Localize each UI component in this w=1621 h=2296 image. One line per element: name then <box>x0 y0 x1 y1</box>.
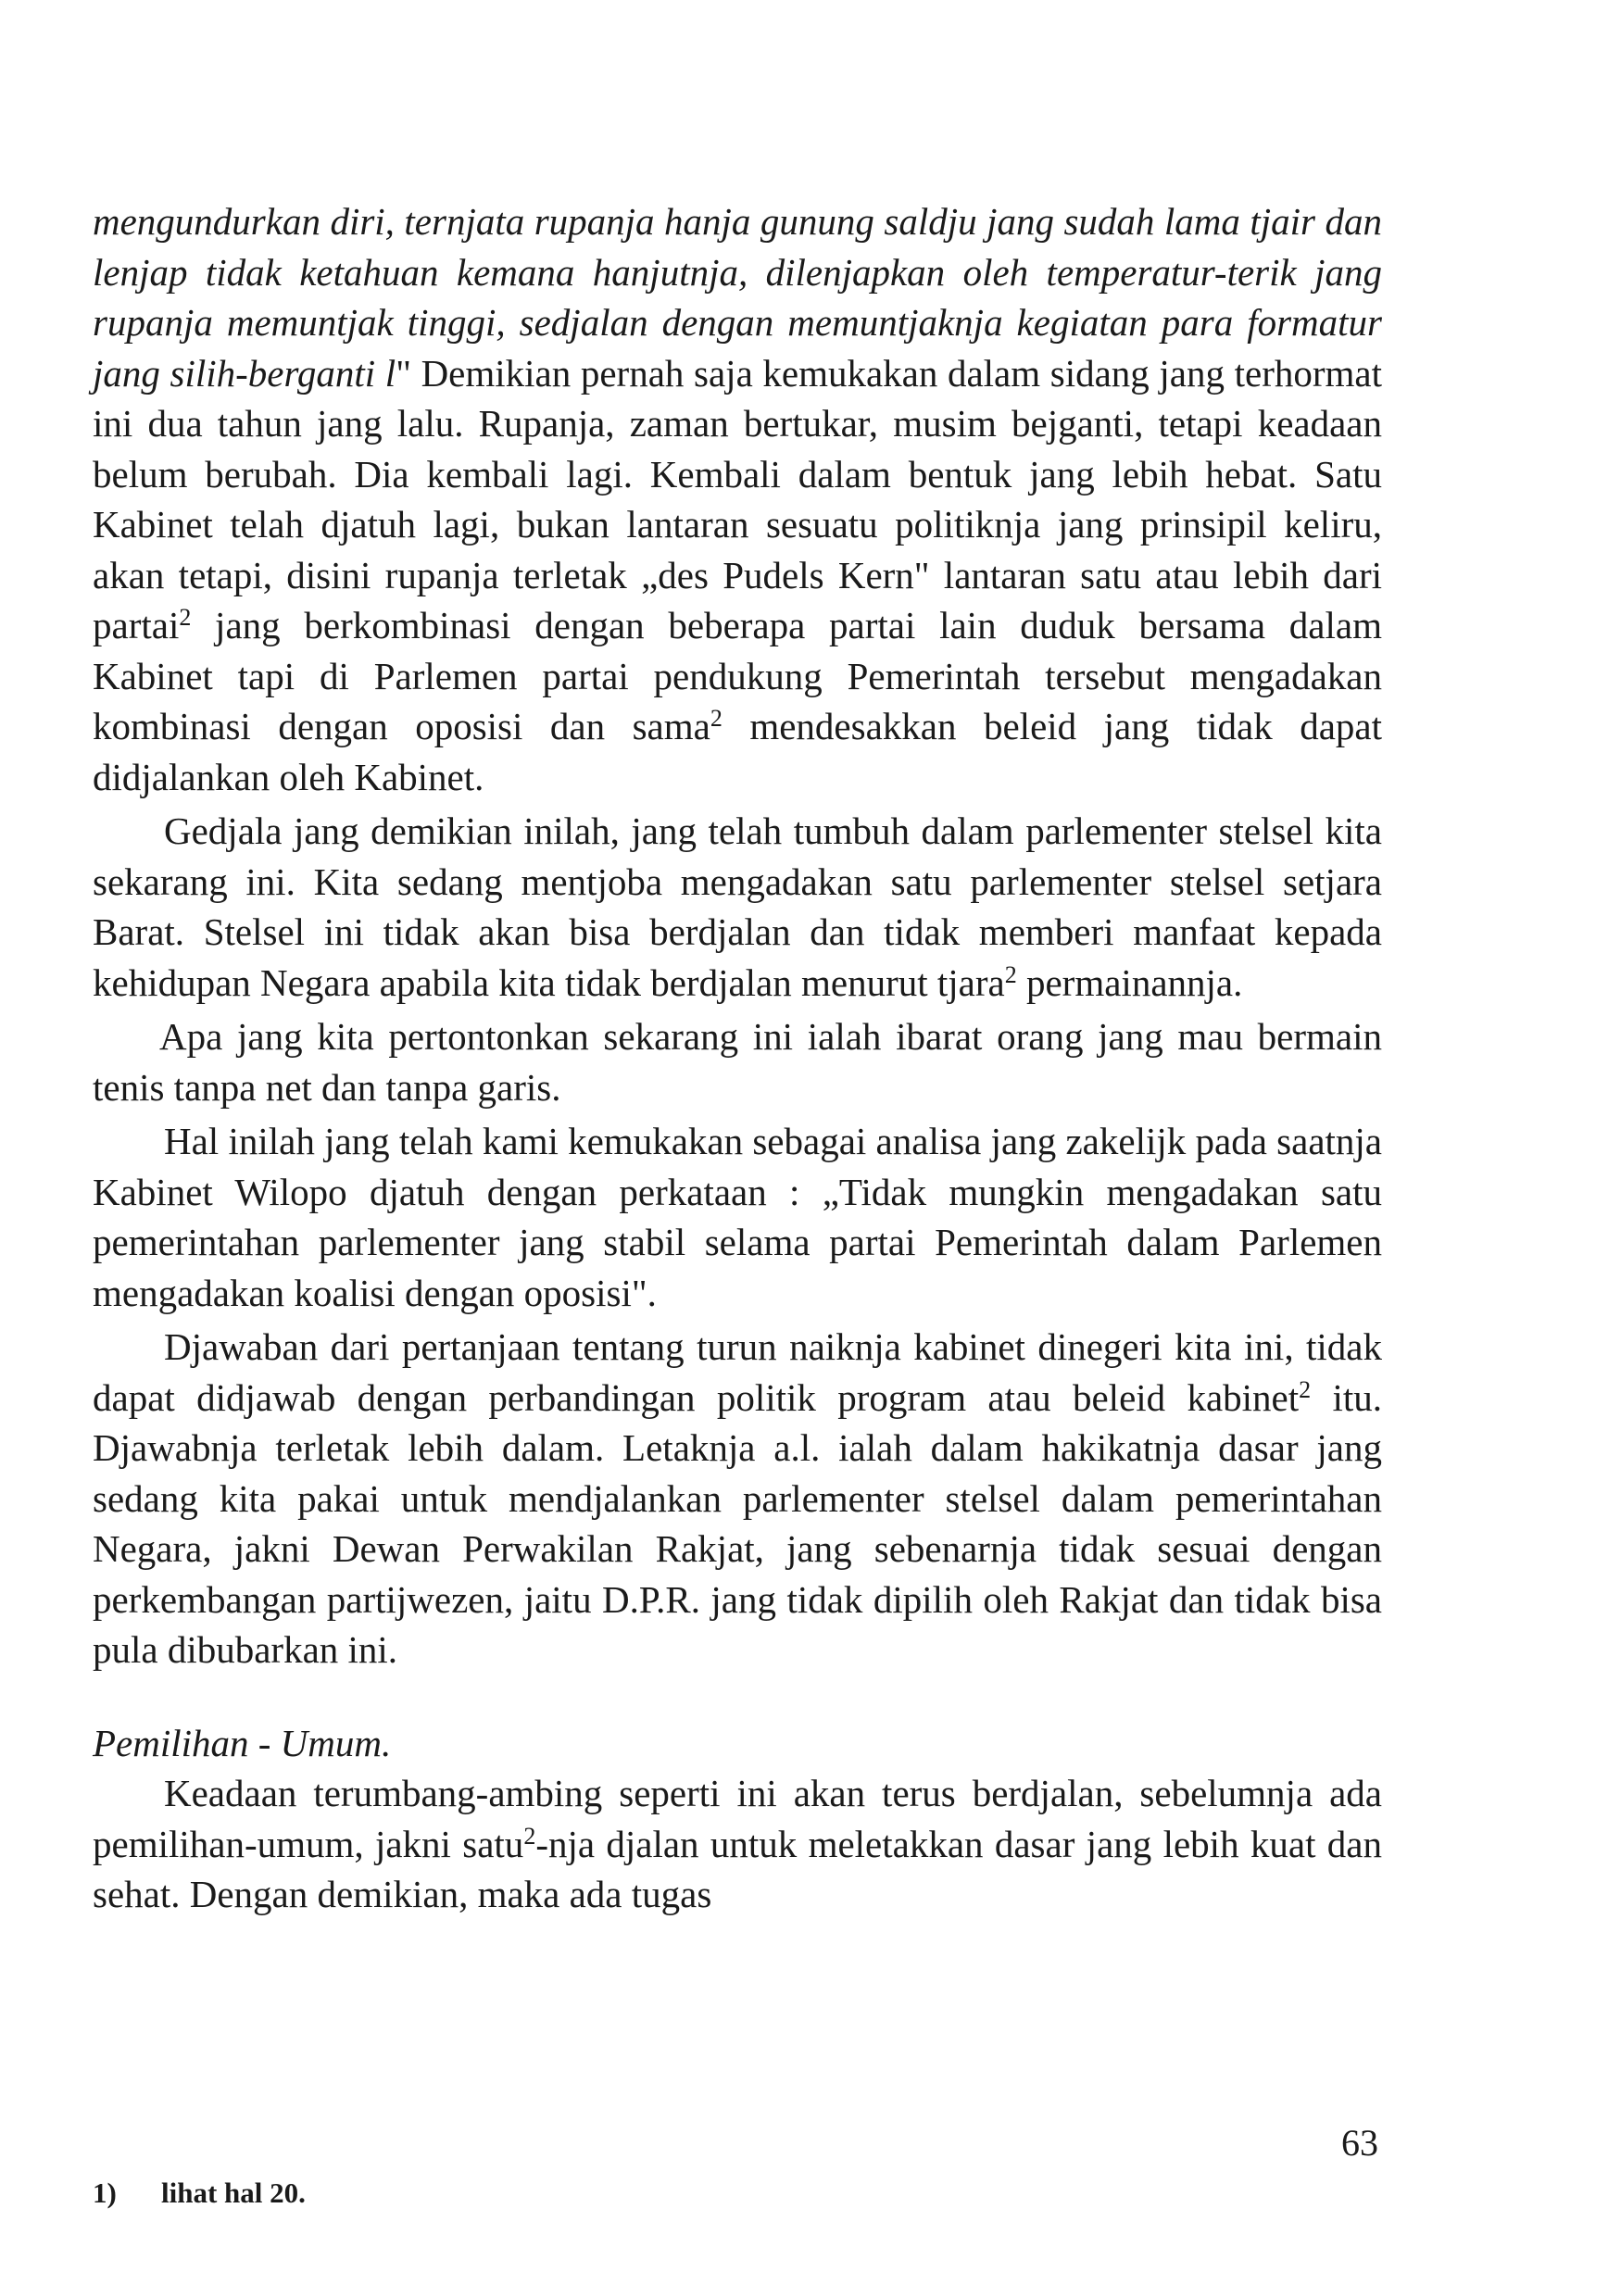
page-body <box>93 196 1382 1920</box>
paragraph-2 <box>93 806 1382 1008</box>
paragraph-text: Keadaan terumbang-ambing seperti ini akan terus berdjalan, sebelumnja ada pemilihan-umum, jakni satu <box>93 1772 1382 1865</box>
paragraph-text: jang berkombinasi dengan beberapa partai lain duduk bersama dalam Kabinet tapi di Parlemen partai pendukung Pemerintah tersebut mengadakan kombinasi dengan oposisi dan sama <box>93 604 1382 747</box>
superscript: 2 <box>179 604 192 631</box>
paragraph-text: Gedjala jang demikian inilah, jang telah tumbuh dalam parlementer stelsel kita sekarang ini. Kita sedang mentjoba mengadakan satu parlementer stelsel setjara Barat. Stelsel ini tidak akan bisa berdjalan dan tidak memberi manfaat kepada kehidupan Negara apabila kita tidak berdjalan menurut tjara <box>93 809 1382 1004</box>
paragraph-5 <box>93 1322 1382 1675</box>
page-number: 63 <box>1341 2122 1378 2164</box>
paragraph-text: Djawaban dari pertanjaan tentang turun naiknja kabinet dinegeri kita ini, tidak dapat didjawab dengan perbandingan politik program atau beleid kabinet <box>93 1325 1382 1419</box>
footnote-marker: 1) <box>93 2177 117 2209</box>
paragraph-text: permainannja. <box>1016 960 1243 1004</box>
superscript: 2 <box>523 1822 536 1850</box>
paragraph-1 <box>93 196 1382 802</box>
footnote-text: lihat hal 20. <box>161 2177 306 2209</box>
section-heading: Pemilihan - Umum. <box>93 1721 392 1764</box>
footnote <box>93 2175 306 2212</box>
superscript: 2 <box>1299 1375 1312 1403</box>
paragraph-4: Hal inilah jang telah kami kemukakan sebagai analisa jang zakelijk pada saatnja Kabinet Wilopo djatuh dengan perkataan : „Tidak mungkin mengadakan satu pemerintahan parlementer jang stabil selama partai Pemerintah dalam Parlemen mengadakan koalisi dengan oposisi". <box>93 1120 1382 1314</box>
paragraph-text: itu. Djawabnja terletak lebih dalam. Letaknja a.l. ialah dalam hakikatnja dasar jang sedang kita pakai untuk mendjalankan parlementer stelsel dalam pemerintahan Negara, jakni Dewan Perwakilan Rakjat, jang sebenarnja tidak sesuai dengan perkembangan partijwezen, jaitu D.P.R. jang tidak dipilih oleh Rakjat dan tidak bisa pula dibubarkan ini. <box>93 1375 1382 1671</box>
paragraph-6 <box>93 1768 1382 1920</box>
superscript: 2 <box>1004 960 1017 988</box>
paragraph-text: " Demikian pernah saja kemukakan dalam sidang jang terhormat ini dua tahun jang lalu. Rupanja, zaman bertukar, musim bejganti, tetapi keadaan belum berubah. Dia kembali lagi. Kembali dalam bentuk jang lebih hebat. Satu Kabinet telah djatuh lagi, bukan lantaran sesuatu politiknja jang prinsipil keliru, akan tetapi, disini rupanja terletak „des Pudels Kern" lantaran satu atau lebih dari partai <box>93 351 1382 646</box>
superscript: 2 <box>710 705 723 732</box>
quote-italic-text: mengundurkan diri, ternjata rupanja hanja gunung saldju jang sudah lama tjair dan lenjap tidak ketahuan kemana hanjutnja, dilenjapkan oleh temperatur-terik jang rupanja memuntjak tinggi, sedjalan dengan memuntjaknja kegiatan para formatur jang silih-berganti l <box>93 200 1382 395</box>
paragraph-text: -nja djalan untuk meletakkan dasar jang lebih kuat dan sehat. Dengan demikian, maka ada tugas <box>93 1822 1382 1915</box>
paragraph-3: Apa jang kita pertontonkan sekarang ini ialah ibarat orang jang mau bermain tenis tanpa net dan tanpa garis. <box>93 1015 1382 1109</box>
paragraph-text: mendesakkan beleid jang tidak dapat didjalankan oleh Kabinet. <box>93 705 1382 798</box>
